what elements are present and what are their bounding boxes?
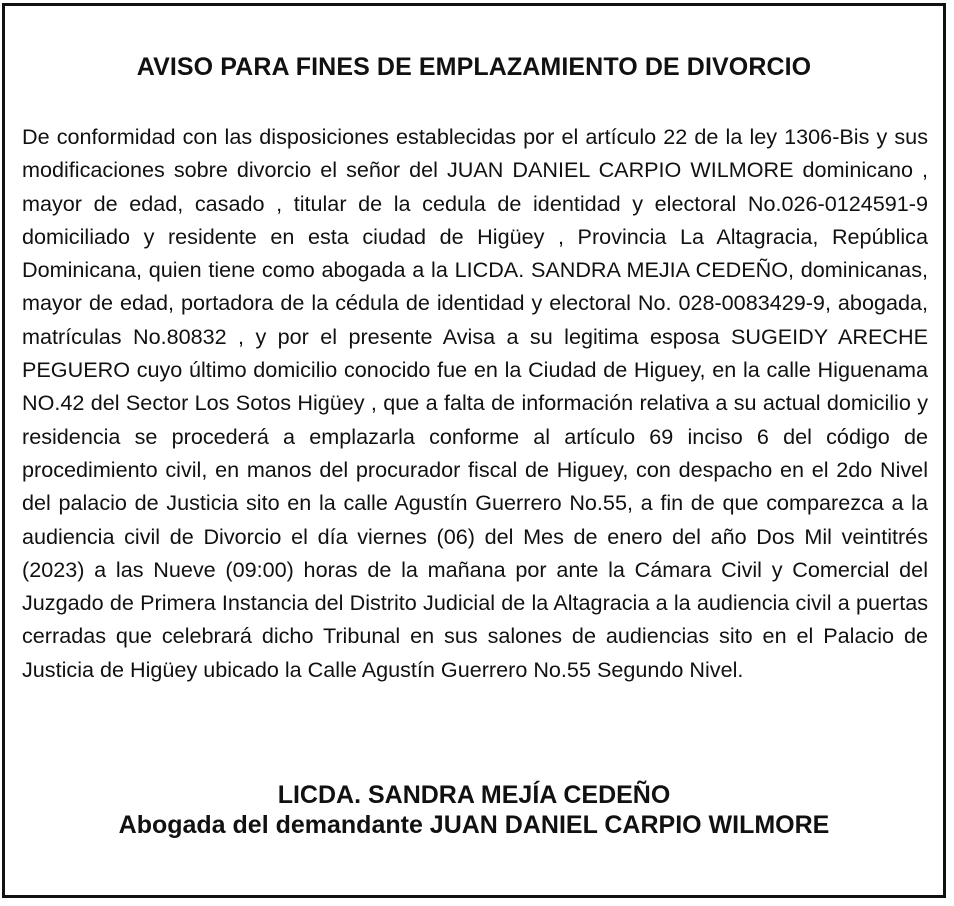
signature-name: LICDA. SANDRA MEJÍA CEDEÑO <box>277 781 671 809</box>
signature-block <box>5 780 943 840</box>
legal-notice <box>2 3 946 898</box>
notice-title: AVISO PARA FINES DE EMPLAZAMIENTO DE DIVORCIO <box>136 53 812 81</box>
signature-role: Abogada del demandante JUAN DANIEL CARPIO WILMORE <box>118 811 830 839</box>
notice-body: De conformidad con las disposiciones establecidas por el artículo 22 de la ley 1306-Bis y sus modificaciones sobre divorcio el señor del JUAN DANIEL CARPIO WILMORE dominicano , mayor de edad, casado , titular de la cedula de identidad y electoral No.026-0124591-9 domiciliado y residente en esta ciudad de Higüey , Provincia La Altagracia, República Dominicana, quien tiene como abogada a la LICDA. SANDRA MEJIA CEDEÑO, dominicanas, mayor de edad, portadora de la cédula de identidad y electoral No. 028-0083429-9, abogada, matrículas No.80832 , y por el presente Avisa a su legitima esposa SUGEIDY ARECHE PEGUERO cuyo último domicilio conocido fue en la Ciudad de Higuey, en la calle Higuenama NO.42 del Sector Los Sotos Higüey , que a falta de información relativa a su actual domicilio y residencia se procederá a emplazarla conforme al artículo 69 inciso 6 del código de procedimiento civil, en manos del procurador fiscal de Higuey, con despacho en el 2do Nivel del palacio de Justicia sito en la calle Agustín Guerrero No.55, a fin de que comparezca a la audiencia civil de Divorcio el día viernes (06) del Mes de enero del año Dos Mil veintitrés (2023) a las Nueve (09:00) horas de la mañana por ante la Cámara Civil y Comercial del Juzgado de Primera Instancia del Distrito Judicial de la Altagracia a la audiencia civil a puertas cerradas que celebrará dicho Tribunal en sus salones de audiencias sito en el Palacio de Justicia de Higüey ubicado la Calle Agustín Guerrero No.55 Segundo Nivel. <box>22 124 928 682</box>
